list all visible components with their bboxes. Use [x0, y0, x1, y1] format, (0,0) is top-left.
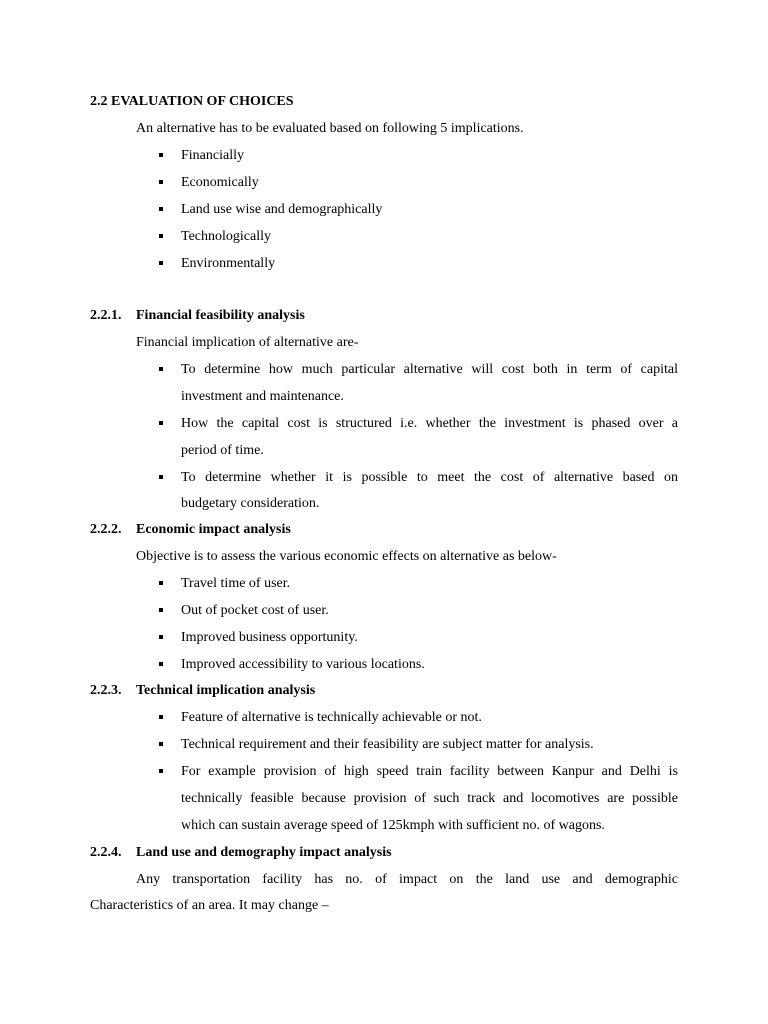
bullet-icon [159, 662, 163, 666]
list-item: Technical requirement and their feasibility are subject matter for analysis. [181, 737, 594, 752]
subsection-title: Land use and demography impact analysis [136, 845, 392, 860]
list-item: To determine whether it is possible to meet the cost of alternative based on [181, 470, 678, 485]
bullet-icon [159, 608, 163, 612]
list-item: Financially [181, 148, 244, 163]
list-item-continuation: which can sustain average speed of 125kmph with sufficient no. of wagons. [181, 818, 605, 833]
list-item-continuation: period of time. [181, 443, 264, 458]
bullet-icon [159, 475, 163, 479]
bullet-icon [159, 421, 163, 425]
list-item: How the capital cost is structured i.e. whether the investment is phased over a [181, 416, 678, 431]
subsection-number: 2.2.4. [90, 845, 122, 860]
bullet-icon [159, 769, 163, 773]
bullet-icon [159, 742, 163, 746]
subsection-title: Technical implication analysis [136, 683, 316, 698]
paragraph-line: Characteristics of an area. It may change – [90, 898, 329, 913]
bullet-icon [159, 234, 163, 238]
bullet-icon [159, 153, 163, 157]
subsection-title: Financial feasibility analysis [136, 308, 305, 323]
subsection-number: 2.2.2. [90, 522, 122, 537]
list-item: Travel time of user. [181, 576, 291, 591]
bullet-icon [159, 581, 163, 585]
list-item: Improved business opportunity. [181, 630, 358, 645]
bullet-icon [159, 261, 163, 265]
list-item: Economically [181, 175, 259, 190]
bullet-icon [159, 207, 163, 211]
list-item: To determine how much particular alternative will cost both in term of capital [181, 362, 678, 377]
list-item: Technologically [181, 229, 271, 244]
bullet-icon [159, 715, 163, 719]
list-item: Out of pocket cost of user. [181, 603, 329, 618]
section-heading: 2.2 EVALUATION OF CHOICES [90, 94, 294, 109]
list-item: Feature of alternative is technically achievable or not. [181, 710, 482, 725]
intro-text: An alternative has to be evaluated based on following 5 implications. [136, 121, 524, 136]
bullet-icon [159, 367, 163, 371]
list-item: Improved accessibility to various locations. [181, 657, 425, 672]
subsection-lead: Financial implication of alternative are- [136, 335, 359, 350]
subsection-title: Economic impact analysis [136, 522, 291, 537]
list-item-continuation: budgetary consideration. [181, 496, 320, 511]
list-item-continuation: investment and maintenance. [181, 389, 344, 404]
list-item-continuation: technically feasible because provision of such track and locomotives are possible [181, 791, 678, 806]
bullet-icon [159, 180, 163, 184]
subsection-lead: Objective is to assess the various economic effects on alternative as below- [136, 549, 557, 564]
list-item: Environmentally [181, 256, 276, 271]
list-item: Land use wise and demographically [181, 202, 383, 217]
subsection-number: 2.2.3. [90, 683, 122, 698]
bullet-icon [159, 635, 163, 639]
paragraph-line: Any transportation facility has no. of impact on the land use and demographic [136, 872, 678, 887]
list-item: For example provision of high speed train facility between Kanpur and Delhi is [181, 764, 678, 779]
subsection-number: 2.2.1. [90, 308, 122, 323]
